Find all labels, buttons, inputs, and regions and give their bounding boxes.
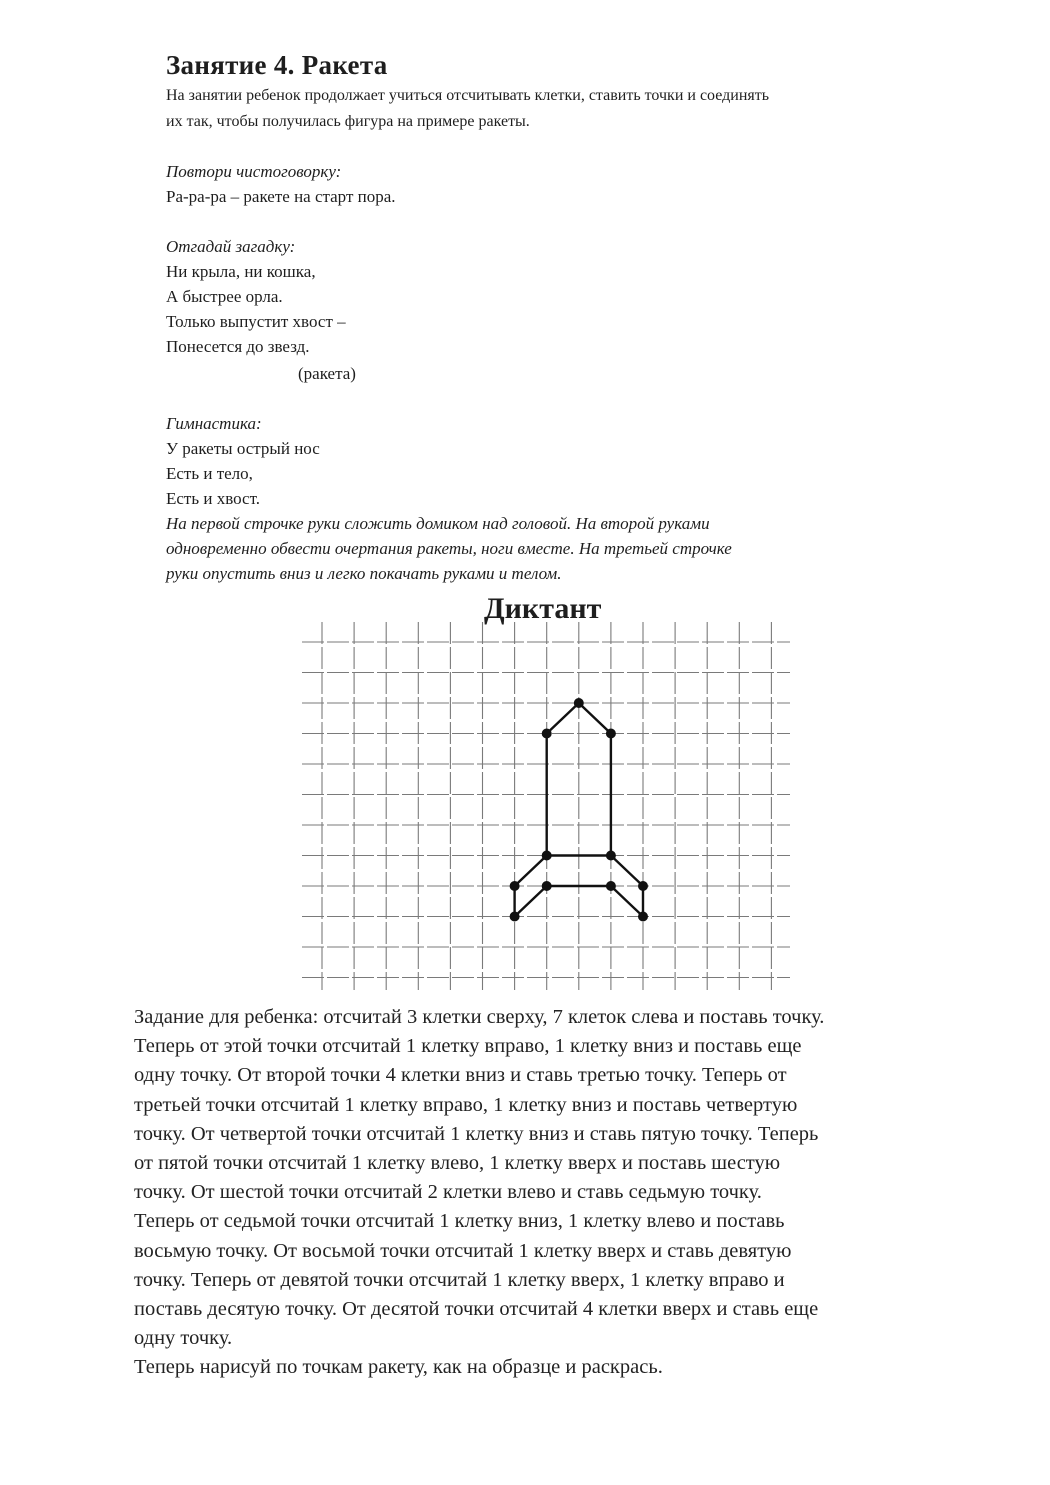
rocket-segment [579, 703, 611, 734]
lesson-title: Занятие 4. Ракета [166, 50, 388, 80]
intro-line: На занятии ребенок продолжает учиться отсчитывать клетки, ставить точки и соединять [166, 87, 770, 104]
patter-text: Ра-ра-ра – ракете на старт пора. [166, 187, 396, 206]
dictation-title: Диктант [484, 592, 602, 625]
gymnastics-line: Есть и хвост. [166, 489, 260, 508]
gymnastics-line: Есть и тело, [166, 464, 253, 483]
rocket-point [606, 729, 616, 739]
rocket-segment [611, 886, 643, 917]
rocket-segment [515, 886, 547, 917]
task-line: одну точку. [134, 1327, 233, 1350]
gymnastics-instruction: руки опустить вниз и легко покачать руками и телом. [166, 564, 562, 583]
task-line: точку. От четвертой точки отсчитай 1 клетку вниз и ставь пятую точку. Теперь [134, 1122, 819, 1145]
gymnastics-instruction: На первой строчке руки сложить домиком над головой. На второй руками [166, 514, 710, 533]
task-line: Теперь от этой точки отсчитай 1 клетку вправо, 1 клетку вниз и поставь еще [134, 1035, 802, 1058]
riddle-heading: Отгадай загадку: [166, 237, 296, 256]
rocket-segment [611, 856, 643, 887]
rocket-point [542, 729, 552, 739]
rocket-segment [547, 703, 579, 734]
rocket-point [638, 881, 648, 891]
rocket-point [606, 851, 616, 861]
rocket-segment [515, 856, 547, 887]
riddle-line: Понесется до звезд. [166, 337, 310, 356]
intro-line: их так, чтобы получилась фигура на примере ракеты. [166, 113, 530, 130]
task-line: поставь десятую точку. От десятой точки отсчитай 4 клетки вверх и ставь еще [134, 1298, 819, 1321]
rocket-point [510, 912, 520, 922]
task-line: третьей точки отсчитай 1 клетку вправо, 1 клетку вниз и поставь четвертую [134, 1093, 798, 1116]
rocket-point [638, 912, 648, 922]
riddle-answer: (ракета) [298, 364, 356, 383]
task-line: одну точку. От второй точки 4 клетки вниз и ставь третью точку. Теперь от [134, 1064, 787, 1087]
task-line: восьмую точку. От восьмой точки отсчитай 1 клетку вверх и ставь девятую [134, 1239, 792, 1262]
task-text [134, 1003, 964, 1383]
task-line: Теперь от седьмой точки отсчитай 1 клетку вниз, 1 клетку влево и поставь [134, 1210, 785, 1233]
task-line: точку. Теперь от девятой точки отсчитай 1 клетку вверх, 1 клетку вправо и [134, 1268, 785, 1291]
riddle-line: Ни крыла, ни кошка, [166, 262, 316, 281]
riddle-line: Только выпустит хвост – [166, 312, 346, 331]
task-line: Задание для ребенка: отсчитай 3 клетки сверху, 7 клеток слева и поставь точку. [134, 1006, 825, 1028]
dictation-grid [300, 618, 790, 990]
rocket-point [542, 851, 552, 861]
patter-heading: Повтори чистоговорку: [166, 162, 342, 181]
rocket-point [542, 881, 552, 891]
rocket-point [510, 881, 520, 891]
gymnastics-line: У ракеты острый нос [166, 439, 320, 458]
final-instruction: Теперь нарисуй по точкам ракету, как на образце и раскрась. [134, 1356, 663, 1379]
rocket-point [606, 881, 616, 891]
rocket-point [574, 698, 584, 708]
riddle-line: А быстрее орла. [166, 287, 283, 306]
task-line: точку. От шестой точки отсчитай 2 клетки влево и ставь седьмую точку. [134, 1181, 762, 1204]
gymnastics-heading: Гимнастика: [166, 414, 262, 433]
gymnastics-instruction: одновременно обвести очертания ракеты, ноги вместе. На третьей строчке [166, 539, 732, 558]
task-line: от пятой точки отсчитай 1 клетку влево, 1 клетку вверх и поставь шестую [134, 1152, 781, 1175]
